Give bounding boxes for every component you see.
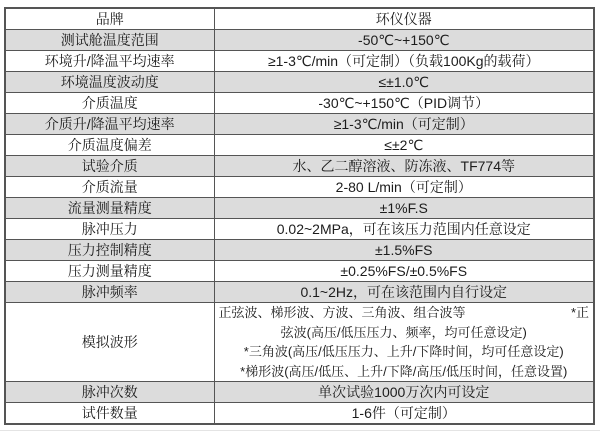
spec-label-cell: 介质温度 — [5, 93, 214, 114]
table-row — [5, 177, 594, 198]
spec-label-cell: 环境升/降温平均速率 — [5, 51, 214, 72]
wave-line-4: *梯形波(高压/低压、上升/下降/高压/低压时间，任意设置) — [240, 363, 568, 379]
spec-value-cell: 0.1~2Hz，可在该范围内自行设定 — [214, 282, 594, 303]
spec-value-cell: ≥1-3℃/min（可定制）（负载100Kg的载荷） — [214, 51, 594, 72]
spec-value-cell: 1-6件（可定制） — [214, 403, 594, 425]
spec-value-cell: -50℃~+150℃ — [214, 30, 594, 51]
spec-value-cell: ±0.25%FS/±0.5%FS — [214, 261, 594, 282]
spec-value-cell: 单次试验1000万次内可设定 — [214, 382, 594, 403]
table-row — [5, 240, 594, 261]
spec-value-cell-waveforms — [214, 303, 594, 382]
table-row — [5, 282, 594, 303]
spec-label-cell: 环境温度波动度 — [5, 72, 214, 93]
spec-value-cell: 水、乙二醇溶液、防冻液、TF774等 — [214, 156, 594, 177]
wave-line-3: *三角波(高压/低压压力、上升/下降时间，均可任意设定) — [243, 344, 564, 359]
spec-label-cell: 流量测量精度 — [5, 198, 214, 219]
table-row-brand — [5, 8, 594, 30]
table-row — [5, 72, 594, 93]
spec-label-cell: 压力控制精度 — [5, 240, 214, 261]
spec-label-cell: 脉冲压力 — [5, 219, 214, 240]
table-row — [5, 219, 594, 240]
spec-value-cell: ≥1-3℃/min（可定制） — [214, 114, 594, 135]
wave-line-1-left: 正弦波、梯形波、方波、三角波、组合波等 — [218, 305, 466, 320]
table-row — [5, 261, 594, 282]
spec-label-cell: 介质升/降温平均速率 — [5, 114, 214, 135]
spec-label-cell: 试验介质 — [5, 156, 214, 177]
table-row — [5, 403, 594, 425]
table-row — [5, 51, 594, 72]
table-row-wave — [5, 303, 594, 382]
wave-line-1 — [218, 303, 591, 323]
spec-value-cell: 0.02~2MPa，可在该压力范围内任意设定 — [214, 219, 594, 240]
table-row — [5, 135, 594, 156]
wave-line-1-right: *正 — [570, 305, 589, 320]
spec-label-cell: 脉冲频率 — [5, 282, 214, 303]
table-row — [5, 93, 594, 114]
table-row — [5, 156, 594, 177]
spec-value-cell: ±1.5%FS — [214, 240, 594, 261]
spec-table — [4, 7, 595, 425]
table-row — [5, 382, 594, 403]
spec-value-cell: -30℃~+150℃（PID调节） — [214, 93, 594, 114]
spec-value-cell: 2-80 L/min（可定制） — [214, 177, 594, 198]
spec-value-cell: ±1%F.S — [214, 198, 594, 219]
wave-line-2: 弦波(高压/低压压力、频率，均可任意设定) — [280, 324, 527, 340]
table-row — [5, 114, 594, 135]
spec-label-cell: 测试舱温度范围 — [5, 30, 214, 51]
spec-label-cell: 品牌 — [5, 8, 214, 30]
table-row — [5, 198, 594, 219]
spec-label-cell: 介质流量 — [5, 177, 214, 198]
spec-label-cell: 脉冲次数 — [5, 382, 214, 403]
spec-label-cell: 压力测量精度 — [5, 261, 214, 282]
table-row — [5, 30, 594, 51]
spec-value-cell: ≤±1.0℃ — [214, 72, 594, 93]
spec-value-cell: ≤±2℃ — [214, 135, 594, 156]
spec-label-cell: 试件数量 — [5, 403, 214, 425]
spec-label-cell: 介质温度偏差 — [5, 135, 214, 156]
spec-label-cell: 模拟波形 — [5, 303, 214, 382]
spec-value-cell: 环仪仪器 — [214, 8, 594, 30]
